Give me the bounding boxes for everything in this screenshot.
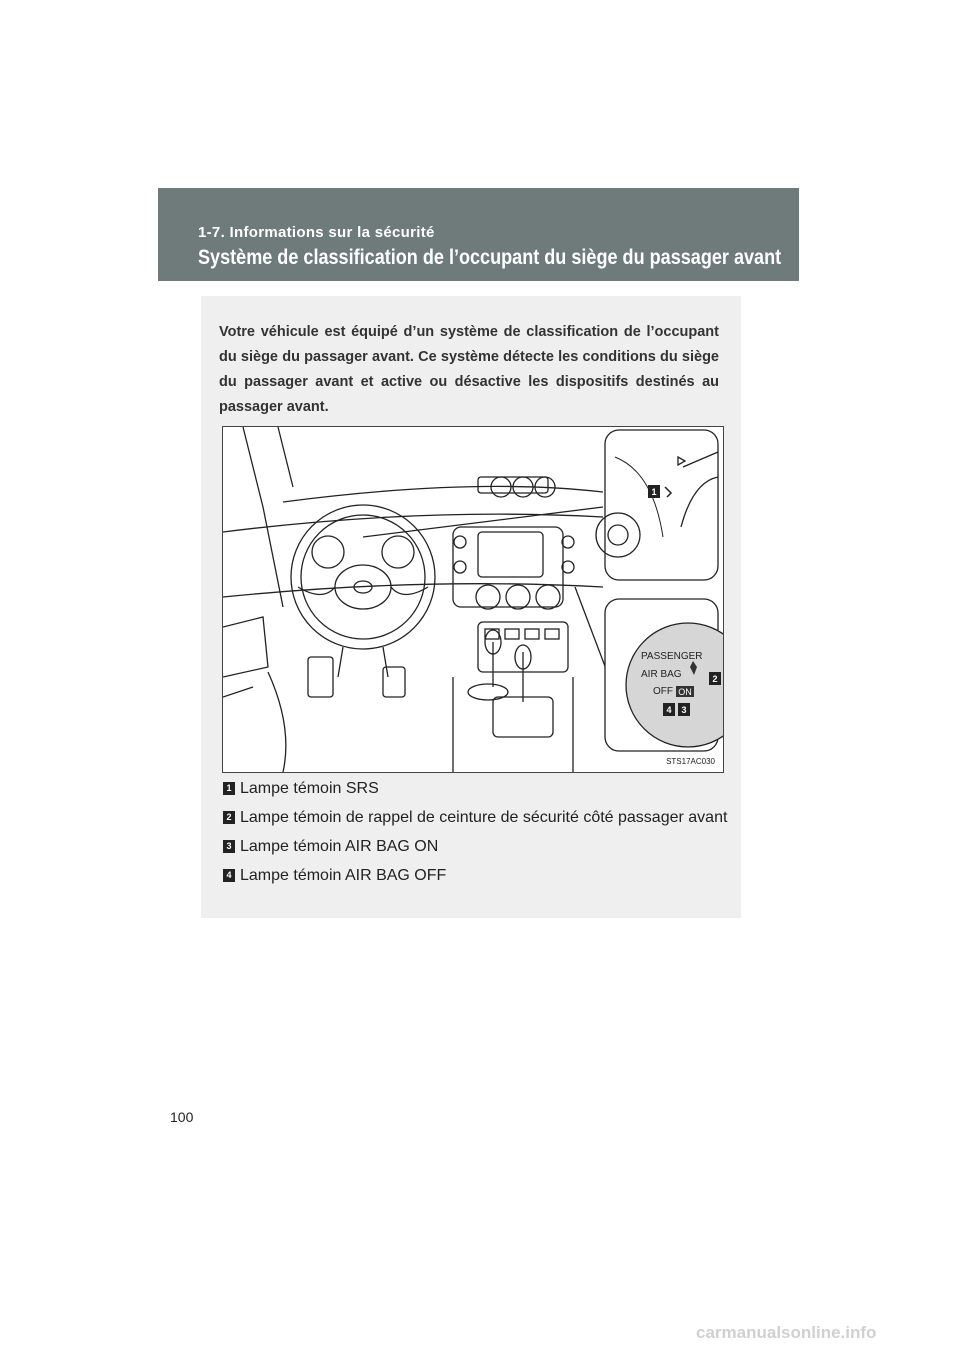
legend-number: 2 [223, 811, 235, 824]
legend-item [223, 778, 728, 799]
dashboard-drawing [223, 427, 723, 772]
legend-number: 1 [223, 782, 235, 795]
page-number: 100 [170, 1109, 194, 1125]
legend-text: Lampe témoin de rappel de ceinture de sécurité côté passager avant [240, 809, 728, 826]
legend-list [223, 778, 728, 894]
section-label: 1-7. Informations sur la sécurité [198, 224, 435, 241]
legend-text: Lampe témoin AIR BAG ON [240, 838, 439, 855]
panel-on-label: ON [678, 687, 692, 697]
figure-code: STS17AC030 [666, 757, 715, 766]
legend-text: Lampe témoin AIR BAG OFF [240, 867, 447, 884]
legend-number: 3 [223, 840, 235, 853]
panel-passenger-label: PASSENGER [641, 651, 703, 662]
dashboard-illustration [222, 426, 724, 773]
callout-3-label: 3 [681, 705, 687, 715]
page-title: Système de classification de l’occupant du siège du passager avant [198, 246, 782, 269]
callout-4-label: 4 [666, 705, 672, 715]
content-panel [201, 296, 741, 918]
intro-paragraph: Votre véhicule est équipé d’un système de classification de l’occupant du siège du passager avant. Ce système détecte les conditions du siège du passager avant et active ou désactive les dispositifs destinés au passager avant. [219, 324, 719, 415]
legend-number: 4 [223, 869, 235, 882]
section-header [158, 188, 799, 281]
watermark: carmanualsonline.info [696, 1323, 877, 1342]
legend-item [223, 865, 728, 886]
callout-1-label: 1 [651, 487, 657, 497]
callout-2-label: 2 [712, 674, 718, 684]
legend-item [223, 836, 728, 857]
panel-off-label: OFF [653, 686, 673, 697]
panel-airbag-label: AIR BAG [641, 669, 682, 680]
legend-item [223, 807, 728, 828]
legend-text: Lampe témoin SRS [240, 780, 379, 797]
